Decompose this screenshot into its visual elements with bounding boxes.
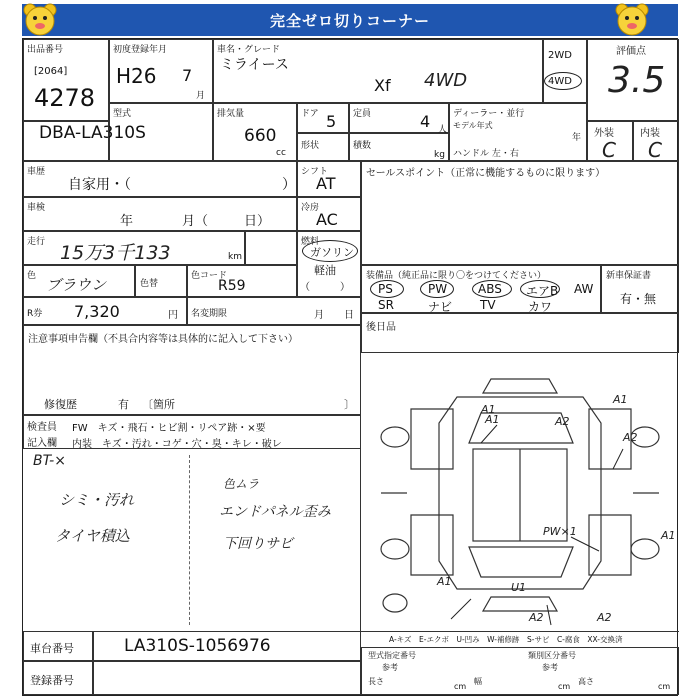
recycle-box	[23, 297, 187, 325]
inspection-year-unit: 年	[120, 214, 134, 229]
inspector-row2: 内装 キズ・汚れ・コゲ・穴・臭・キレ・破レ	[72, 439, 282, 450]
vehicle-name: ミライース	[220, 57, 289, 73]
equip-pw: PW	[428, 282, 448, 296]
remarks-divider	[189, 455, 190, 625]
repair-place: 〔箇所	[142, 398, 175, 411]
remarks-area	[23, 449, 361, 631]
mileage-label: 走行	[27, 237, 46, 247]
sales-box	[361, 161, 679, 265]
equip-abs: ABS	[478, 282, 502, 296]
diagram-note: PW×1	[543, 525, 577, 538]
banner-title: 完全ゼロ切りコーナー	[269, 11, 430, 30]
damage-mark: A2	[555, 415, 570, 428]
capacity-unit: 人	[438, 125, 448, 135]
shift-label: シフト	[301, 167, 329, 177]
equip-ps: PS	[378, 282, 393, 296]
fuel-gasoline: ガソリン	[310, 246, 354, 259]
footer-width: 幅	[474, 677, 482, 686]
capacity-box	[349, 103, 449, 133]
bear-mascot-icon	[614, 2, 650, 36]
recycle-label: R券	[27, 309, 43, 319]
equip-airbag: エアB	[526, 284, 559, 298]
remark-left-1: BT-×	[33, 453, 66, 469]
equip-leather: カワ	[528, 300, 553, 314]
name-change-label: 名変期限	[191, 309, 228, 319]
fuel-diesel: 軽油	[314, 264, 336, 277]
circle-abs	[472, 280, 512, 298]
damage-mark: A1	[437, 575, 452, 588]
footer-cm-2: cm	[558, 682, 571, 691]
capacity-value: 4	[420, 112, 431, 131]
registration-label: 初度登録年月	[113, 45, 168, 55]
shift-box	[297, 161, 361, 197]
remark-left-2: シミ・汚れ	[59, 491, 135, 509]
spec-footer	[361, 647, 679, 695]
after-label: 後日品	[366, 322, 396, 333]
footer-length: 長さ	[368, 677, 384, 686]
plate-value-box	[93, 661, 361, 695]
footer-type-spec: 型式指定番号	[368, 651, 416, 660]
model-value-box	[23, 121, 109, 161]
mileage-value: 15万3千133	[60, 242, 171, 264]
circle-ps	[370, 280, 404, 298]
aircon-label: 冷房	[301, 203, 320, 213]
registration-month: 7	[182, 66, 193, 85]
exterior-box	[587, 121, 633, 161]
model-label: 型式	[113, 109, 132, 119]
history-close: ）	[282, 177, 296, 193]
lot-number: 4278	[34, 84, 96, 112]
history-box	[23, 161, 297, 197]
damage-mark: U1	[511, 581, 527, 594]
color-change-label: 色替	[140, 279, 159, 289]
fuel-label: 燃料	[301, 237, 320, 247]
model-value: DBA-LA310S	[39, 123, 146, 143]
bear-mascot-icon	[22, 2, 58, 36]
mileage-box	[23, 231, 245, 265]
registration-month-unit: 月	[196, 91, 206, 101]
history-value: 自家用・（	[68, 177, 131, 193]
mileage-blank-box	[245, 231, 297, 265]
dealer-model-label: モデル年式	[453, 121, 493, 130]
inspection-label: 車検	[27, 203, 46, 213]
circle-pw	[420, 280, 454, 298]
recycle-value: 7,320	[74, 302, 120, 321]
fuel-paren: （ ）	[300, 282, 350, 293]
color-label: 色	[27, 271, 37, 281]
dealer-handle-label: ハンドル 左・右	[453, 149, 519, 159]
circle-airbag	[520, 280, 560, 298]
shape-box	[297, 133, 349, 161]
equip-aw: AW	[574, 282, 594, 296]
drive-4wd: 4WD	[548, 76, 572, 87]
plate-label: 登録番号	[30, 674, 74, 687]
grade-score-box	[587, 39, 679, 121]
recycle-unit: 円	[168, 310, 178, 321]
name-change-box	[187, 297, 361, 325]
warranty-value: 有・無	[620, 292, 657, 306]
doors-value: 5	[326, 112, 337, 131]
dealer-label: ディーラー・並行	[453, 109, 525, 119]
name-change-day: 日	[344, 310, 354, 321]
grade-score-value: 3.5	[608, 60, 666, 101]
capacity-label: 定員	[353, 109, 372, 119]
footer-cm-1: cm	[454, 682, 467, 691]
equip-tv: TV	[480, 298, 496, 312]
legend-text: A-キズ E-エクボ U-凹み W-補修跡 S-サビ C-腐食 XX-交換済	[389, 635, 623, 644]
color-code-value: R59	[218, 278, 246, 294]
notes-label: 注意事項申告欄（不具合内容等は具体的に記入して下さい）	[28, 334, 298, 345]
engine-value: 660	[244, 126, 277, 146]
dealer-year-unit: 年	[572, 133, 582, 143]
inspection-day-unit: 日）	[244, 214, 271, 229]
car-diagram	[361, 353, 679, 631]
vehicle-drive-hand: 4WD	[424, 70, 468, 91]
lot-subcode: [2064]	[34, 66, 68, 77]
shift-value: AT	[316, 174, 336, 193]
remark-right-1: 色ムラ	[223, 477, 260, 491]
drive-selected-circle	[544, 72, 582, 90]
registration-box	[109, 39, 213, 103]
interior-label: 内装	[640, 128, 660, 139]
mileage-unit: km	[228, 252, 242, 262]
fuel-selected-circle	[302, 240, 358, 262]
doors-label: ドア	[301, 109, 319, 119]
warranty-label: 新車保証書	[606, 271, 652, 281]
aircon-box	[297, 197, 361, 231]
inspector-row1: FW キズ・飛石・ヒビ割・リペア跡・×要	[72, 423, 266, 434]
inspector-label: 検査員	[27, 422, 57, 433]
registration-year: H26	[116, 64, 157, 88]
lot-label: 出品番号	[27, 45, 64, 55]
damage-mark: A2	[623, 431, 638, 444]
footer-height: 高さ	[578, 677, 594, 686]
exterior-label: 外装	[594, 128, 614, 139]
doors-box	[297, 103, 349, 133]
load-unit: kg	[434, 150, 445, 160]
notes-box	[23, 325, 361, 415]
grade-score-label: 評価点	[616, 46, 646, 57]
equipment-box	[361, 265, 601, 313]
fuel-box	[297, 231, 361, 297]
inspection-box	[23, 197, 297, 231]
interior-value: C	[648, 138, 662, 162]
repair-value: 有	[118, 398, 129, 411]
drive-box	[543, 39, 587, 103]
repair-label: 修復歴	[44, 398, 77, 411]
footer-category: 類別区分番号	[528, 651, 576, 660]
engine-label: 排気量	[217, 109, 245, 119]
vehicle-grade: Xf	[374, 76, 391, 95]
damage-mark: A1	[485, 413, 500, 426]
remark-left-3: タイヤ積込	[55, 527, 130, 545]
color-code-box	[187, 265, 297, 297]
exterior-value: C	[602, 138, 616, 162]
engine-unit: cc	[276, 148, 286, 158]
chassis-value: LA310S-1056976	[124, 636, 271, 656]
damage-mark: A2	[597, 611, 612, 624]
drive-2wd: 2WD	[548, 50, 572, 61]
inspector-box	[23, 415, 361, 449]
vehicle-name-box	[213, 39, 543, 103]
footer-cm-3: cm	[658, 682, 671, 691]
repair-close: 〕	[344, 398, 355, 411]
color-value: ブラウン	[46, 276, 107, 294]
equip-sr: SR	[378, 298, 394, 312]
shape-label: 形状	[301, 141, 320, 151]
footer-ref-2: 参考	[542, 663, 558, 672]
chassis-label: 車台番号	[30, 642, 74, 655]
inspector-sub: 記入欄	[27, 438, 57, 449]
banner	[22, 4, 678, 36]
damage-mark: A2	[529, 611, 544, 624]
auction-sheet	[22, 38, 678, 696]
warranty-box	[601, 265, 679, 313]
chassis-label-box	[23, 631, 93, 661]
dealer-box	[449, 103, 587, 161]
plate-label-box	[23, 661, 93, 695]
engine-box	[213, 103, 297, 161]
load-label: 積数	[353, 141, 372, 151]
interior-box	[633, 121, 679, 161]
legend-box	[361, 631, 679, 647]
history-label: 車歴	[27, 167, 46, 177]
damage-mark: A1	[613, 393, 628, 406]
damage-mark: A1	[661, 529, 676, 542]
after-box	[361, 313, 679, 353]
color-change-box	[135, 265, 187, 297]
damage-mark: A1	[481, 403, 496, 416]
lot-box	[23, 39, 109, 121]
aircon-value: AC	[316, 210, 338, 229]
remark-right-2: エンドパネル歪み	[219, 504, 331, 520]
sales-label: セールスポイント（正常に機能するものに限ります）	[366, 168, 606, 179]
color-box	[23, 265, 135, 297]
equip-navi: ナビ	[428, 300, 453, 314]
equipment-label: 装備品（純正品に限り〇をつけてください）	[366, 271, 547, 281]
color-code-label: 色コード	[191, 271, 228, 281]
footer-ref-1: 参考	[382, 663, 398, 672]
vehicle-name-label: 車名・グレード	[217, 45, 281, 55]
remark-right-3: 下回りサビ	[223, 536, 293, 552]
chassis-value-box	[93, 631, 361, 661]
name-change-month: 月	[314, 310, 324, 321]
inspection-month-unit: 月（	[182, 214, 209, 229]
load-box	[349, 133, 449, 161]
